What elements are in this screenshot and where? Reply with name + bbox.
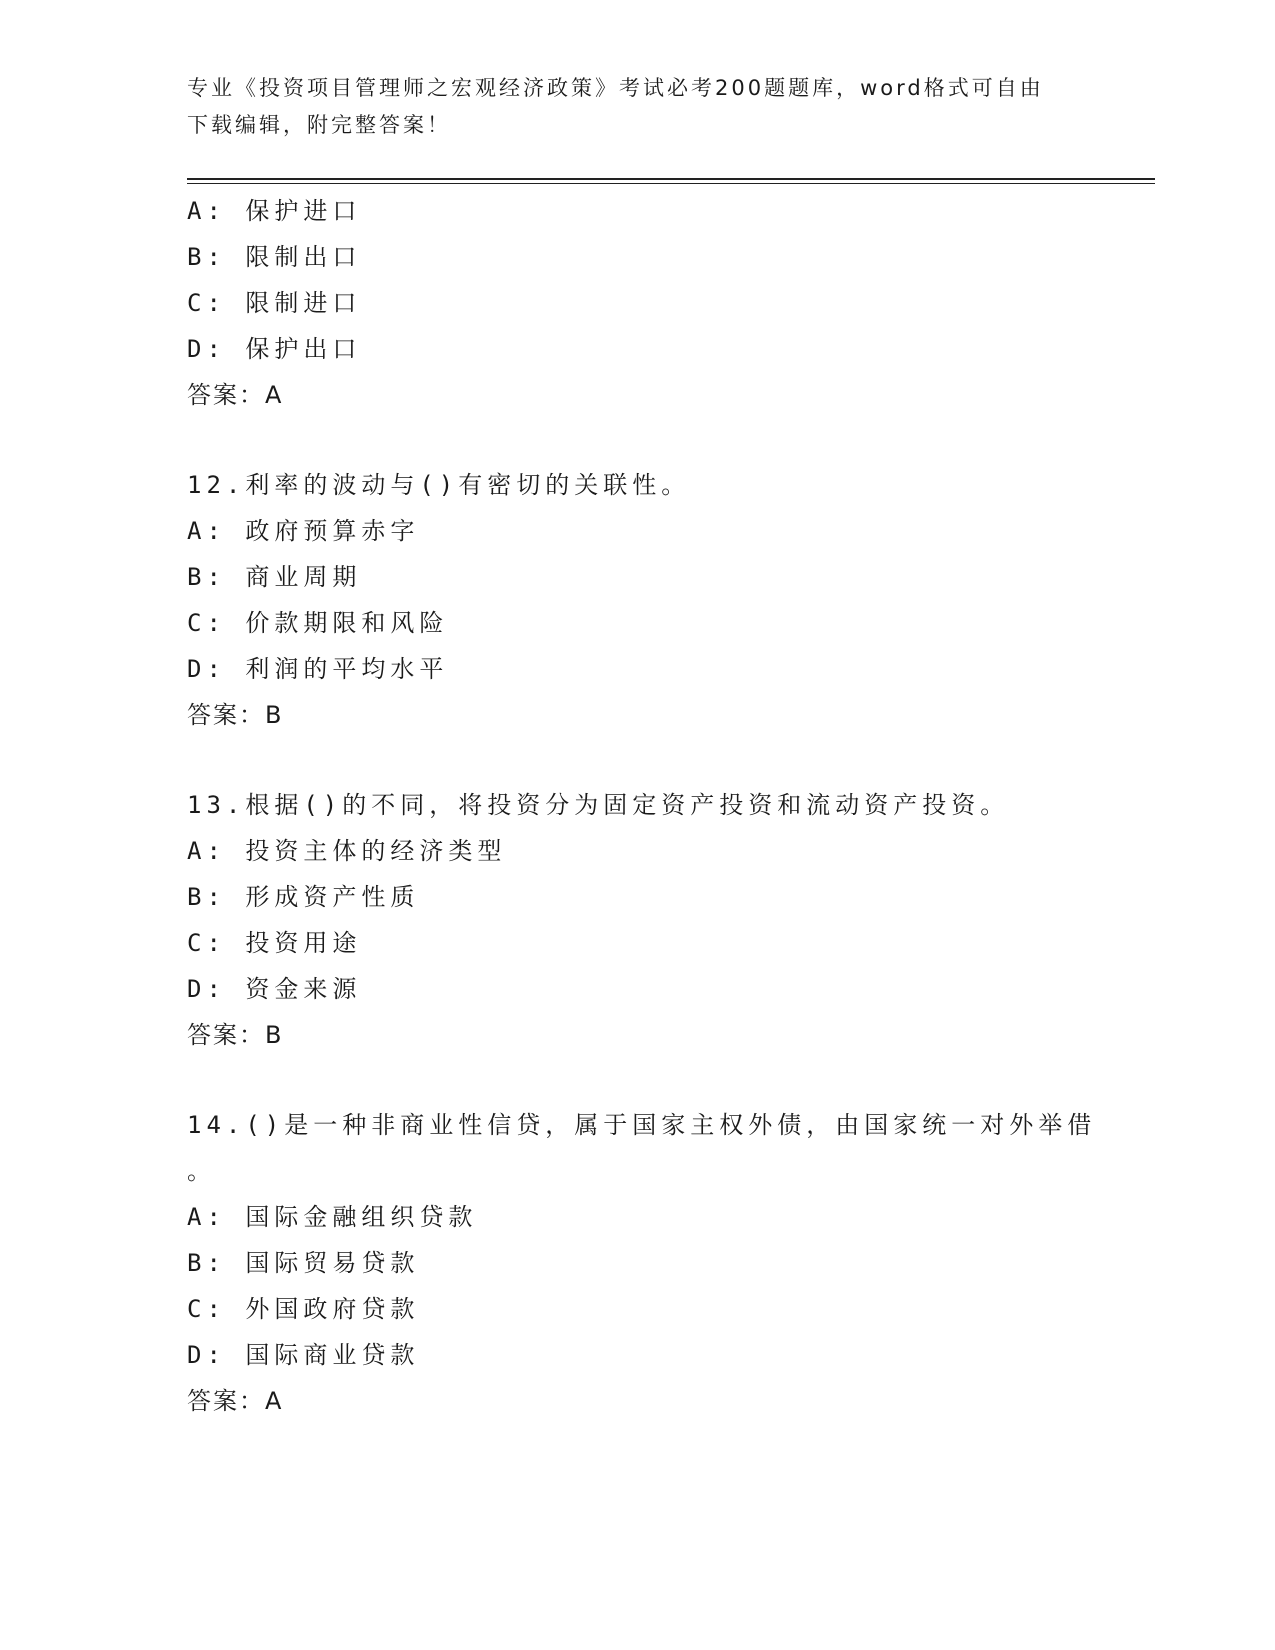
question-12 (187, 462, 1117, 738)
option-c: C: 投资用途 (187, 929, 362, 957)
answer: 答案：A (187, 381, 284, 409)
option-d: D: 利润的平均水平 (187, 655, 449, 683)
option-b: B: 国际贸易贷款 (187, 1249, 420, 1277)
option-a: A: 政府预算赤字 (187, 517, 420, 545)
spacer (187, 418, 1117, 462)
answer: 答案：B (187, 1021, 284, 1049)
question-stem-line-2: 。 (187, 1157, 216, 1185)
option-b: B: 商业周期 (187, 563, 362, 591)
option-a: A: 投资主体的经济类型 (187, 837, 507, 865)
question-13 (187, 782, 1117, 1058)
question-list (187, 188, 1117, 1424)
answer: 答案：A (187, 1387, 284, 1415)
option-d: D: 保护出口 (187, 335, 362, 363)
option-c: C: 价款期限和风险 (187, 609, 449, 637)
header-line-1: 专业《投资项目管理师之宏观经济政策》考试必考200题题库，word格式可自由 (187, 76, 1044, 100)
option-d: D: 国际商业贷款 (187, 1341, 420, 1369)
header-rule-thin (187, 183, 1155, 184)
question-11 (187, 188, 1117, 418)
spacer (187, 1058, 1117, 1102)
option-a: A: 国际金融组织贷款 (187, 1203, 478, 1231)
option-b: B: 限制出口 (187, 243, 362, 271)
header-line-2: 下载编辑，附完整答案！ (187, 113, 451, 137)
spacer (187, 738, 1117, 782)
option-d: D: 资金来源 (187, 975, 362, 1003)
header-rule-thick (187, 178, 1155, 180)
option-a: A: 保护进口 (187, 197, 362, 225)
document-header (187, 70, 1067, 144)
question-stem: 12.利率的波动与()有密切的关联性。 (187, 471, 691, 499)
question-14 (187, 1102, 1117, 1424)
option-b: B: 形成资产性质 (187, 883, 420, 911)
option-c: C: 外国政府贷款 (187, 1295, 420, 1323)
option-c: C: 限制进口 (187, 289, 362, 317)
question-stem-line-1: 14.()是一种非商业性信贷，属于国家主权外债，由国家统一对外举借 (187, 1111, 1097, 1139)
answer: 答案：B (187, 701, 284, 729)
question-stem: 13.根据()的不同，将投资分为固定资产投资和流动资产投资。 (187, 791, 1010, 819)
